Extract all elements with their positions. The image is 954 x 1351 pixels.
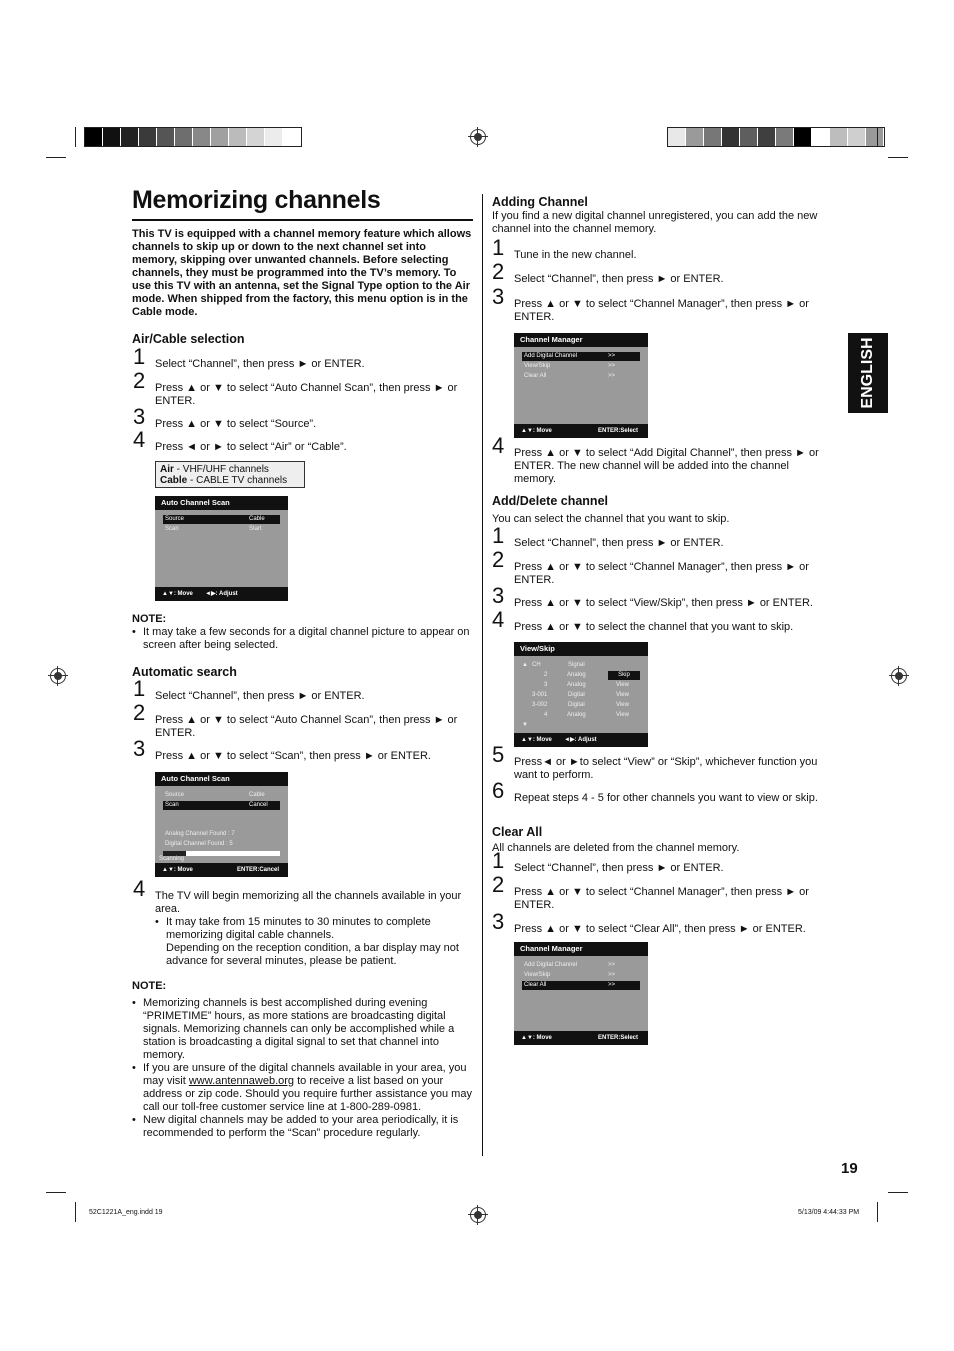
color-swatch	[121, 128, 139, 146]
color-swatch	[157, 128, 175, 146]
color-swatch	[85, 128, 103, 146]
crop-mark	[75, 1202, 76, 1222]
footer-timestamp: 5/13/09 4:44:33 PM	[798, 1209, 860, 1216]
color-swatch	[211, 128, 229, 146]
crop-mark	[877, 1202, 878, 1222]
crop-mark	[46, 157, 66, 158]
color-swatch	[283, 128, 301, 146]
color-swatch	[229, 128, 247, 146]
section-description: All channels are deleted from the channel memory.	[492, 842, 740, 854]
color-swatch	[139, 128, 157, 146]
color-swatch	[776, 128, 794, 146]
language-tab: ENGLISH	[848, 333, 888, 413]
section-heading-air-cable: Air/Cable selection	[132, 332, 245, 346]
color-swatch	[866, 128, 884, 146]
footer-file-name: 52C1221A_eng.indd 19	[89, 1209, 163, 1216]
section-heading-automatic-search: Automatic search	[132, 665, 237, 679]
color-swatch	[812, 128, 830, 146]
color-swatch	[704, 128, 722, 146]
color-swatch	[830, 128, 848, 146]
color-swatch	[794, 128, 812, 146]
source-legend: Air - VHF/UHF channels Cable - CABLE TV channels	[155, 461, 305, 488]
color-swatch	[265, 128, 283, 146]
column-divider	[482, 194, 483, 1156]
color-swatch	[193, 128, 211, 146]
page-title: Memorizing channels	[132, 186, 381, 214]
step-note: Depending on the reception condition, a bar display may not advance for several minutes, please be patient.	[166, 942, 459, 967]
color-bar-left	[84, 127, 302, 147]
osd-auto-channel-scan: Auto Channel Scan Source Cable Scan Start ▲▼: Move ◄▶: Adjust	[155, 496, 288, 601]
crop-mark	[877, 127, 878, 147]
section-heading-add-delete-channel: Add/Delete channel	[492, 494, 608, 508]
section-heading-clear-all: Clear All	[492, 825, 543, 839]
section-description: If you find a new digital channel unregistered, you can add the new channel into the channel memory.	[492, 210, 818, 235]
page-number: 19	[841, 1160, 858, 1177]
color-swatch	[668, 128, 686, 146]
crop-mark	[888, 1192, 908, 1193]
antennaweb-link[interactable]: www.antennaweb.org	[188, 1075, 295, 1087]
color-swatch	[686, 128, 704, 146]
osd-auto-channel-scan-scanning: Auto Channel Scan Source Cable Scan Cancel Analog Channel Found : 7 Digital Channel Found : 5 Scanning ▲▼: Move ENTER:Cancel	[155, 772, 288, 877]
color-swatch	[103, 128, 121, 146]
color-swatch	[247, 128, 265, 146]
color-swatch	[848, 128, 866, 146]
color-swatch	[758, 128, 776, 146]
registration-mark-icon	[470, 1207, 486, 1223]
note-label: NOTE:	[132, 613, 167, 625]
osd-channel-manager-add: Channel Manager Add Digital Channel >> View/Skip >> Clear All >> ▲▼: Move ENTER:Select	[514, 333, 648, 438]
color-swatch	[722, 128, 740, 146]
osd-view-skip: View/Skip ▲ CH Signal 2 Analog Skip 3 Analog View 3-001 Digital View 3-002 Digital View 4 Analog View ▼ ▲▼: Move ◄▶: Adjust	[514, 642, 648, 747]
crop-mark	[46, 1192, 66, 1193]
registration-mark-icon	[50, 668, 66, 684]
crop-mark	[75, 127, 76, 147]
registration-mark-icon	[470, 129, 486, 145]
osd-channel-manager-clear: Channel Manager Add Digital Channel >> View/Skip >> Clear All >> ▲▼: Move ENTER:Select	[514, 942, 648, 1045]
section-heading-adding-channel: Adding Channel	[492, 195, 588, 209]
color-swatch	[175, 128, 193, 146]
crop-mark	[888, 157, 908, 158]
registration-mark-icon	[891, 668, 907, 684]
title-rule	[132, 219, 473, 221]
color-swatch	[740, 128, 758, 146]
intro-paragraph: This TV is equipped with a channel memory feature which allows channels to skip up or down to the next channel set into memory, skipping over unwanted channels. Before selecting channels, they must be programmed into the TV’s memory. To use this TV with an antenna, set the Signal Type option to the Air mode. When shipped from the factory, this menu option is in the Cable mode.	[132, 228, 472, 318]
section-description: You can select the channel that you want to skip.	[492, 513, 730, 525]
color-bar-right	[667, 127, 885, 147]
note-label: NOTE:	[132, 980, 167, 992]
